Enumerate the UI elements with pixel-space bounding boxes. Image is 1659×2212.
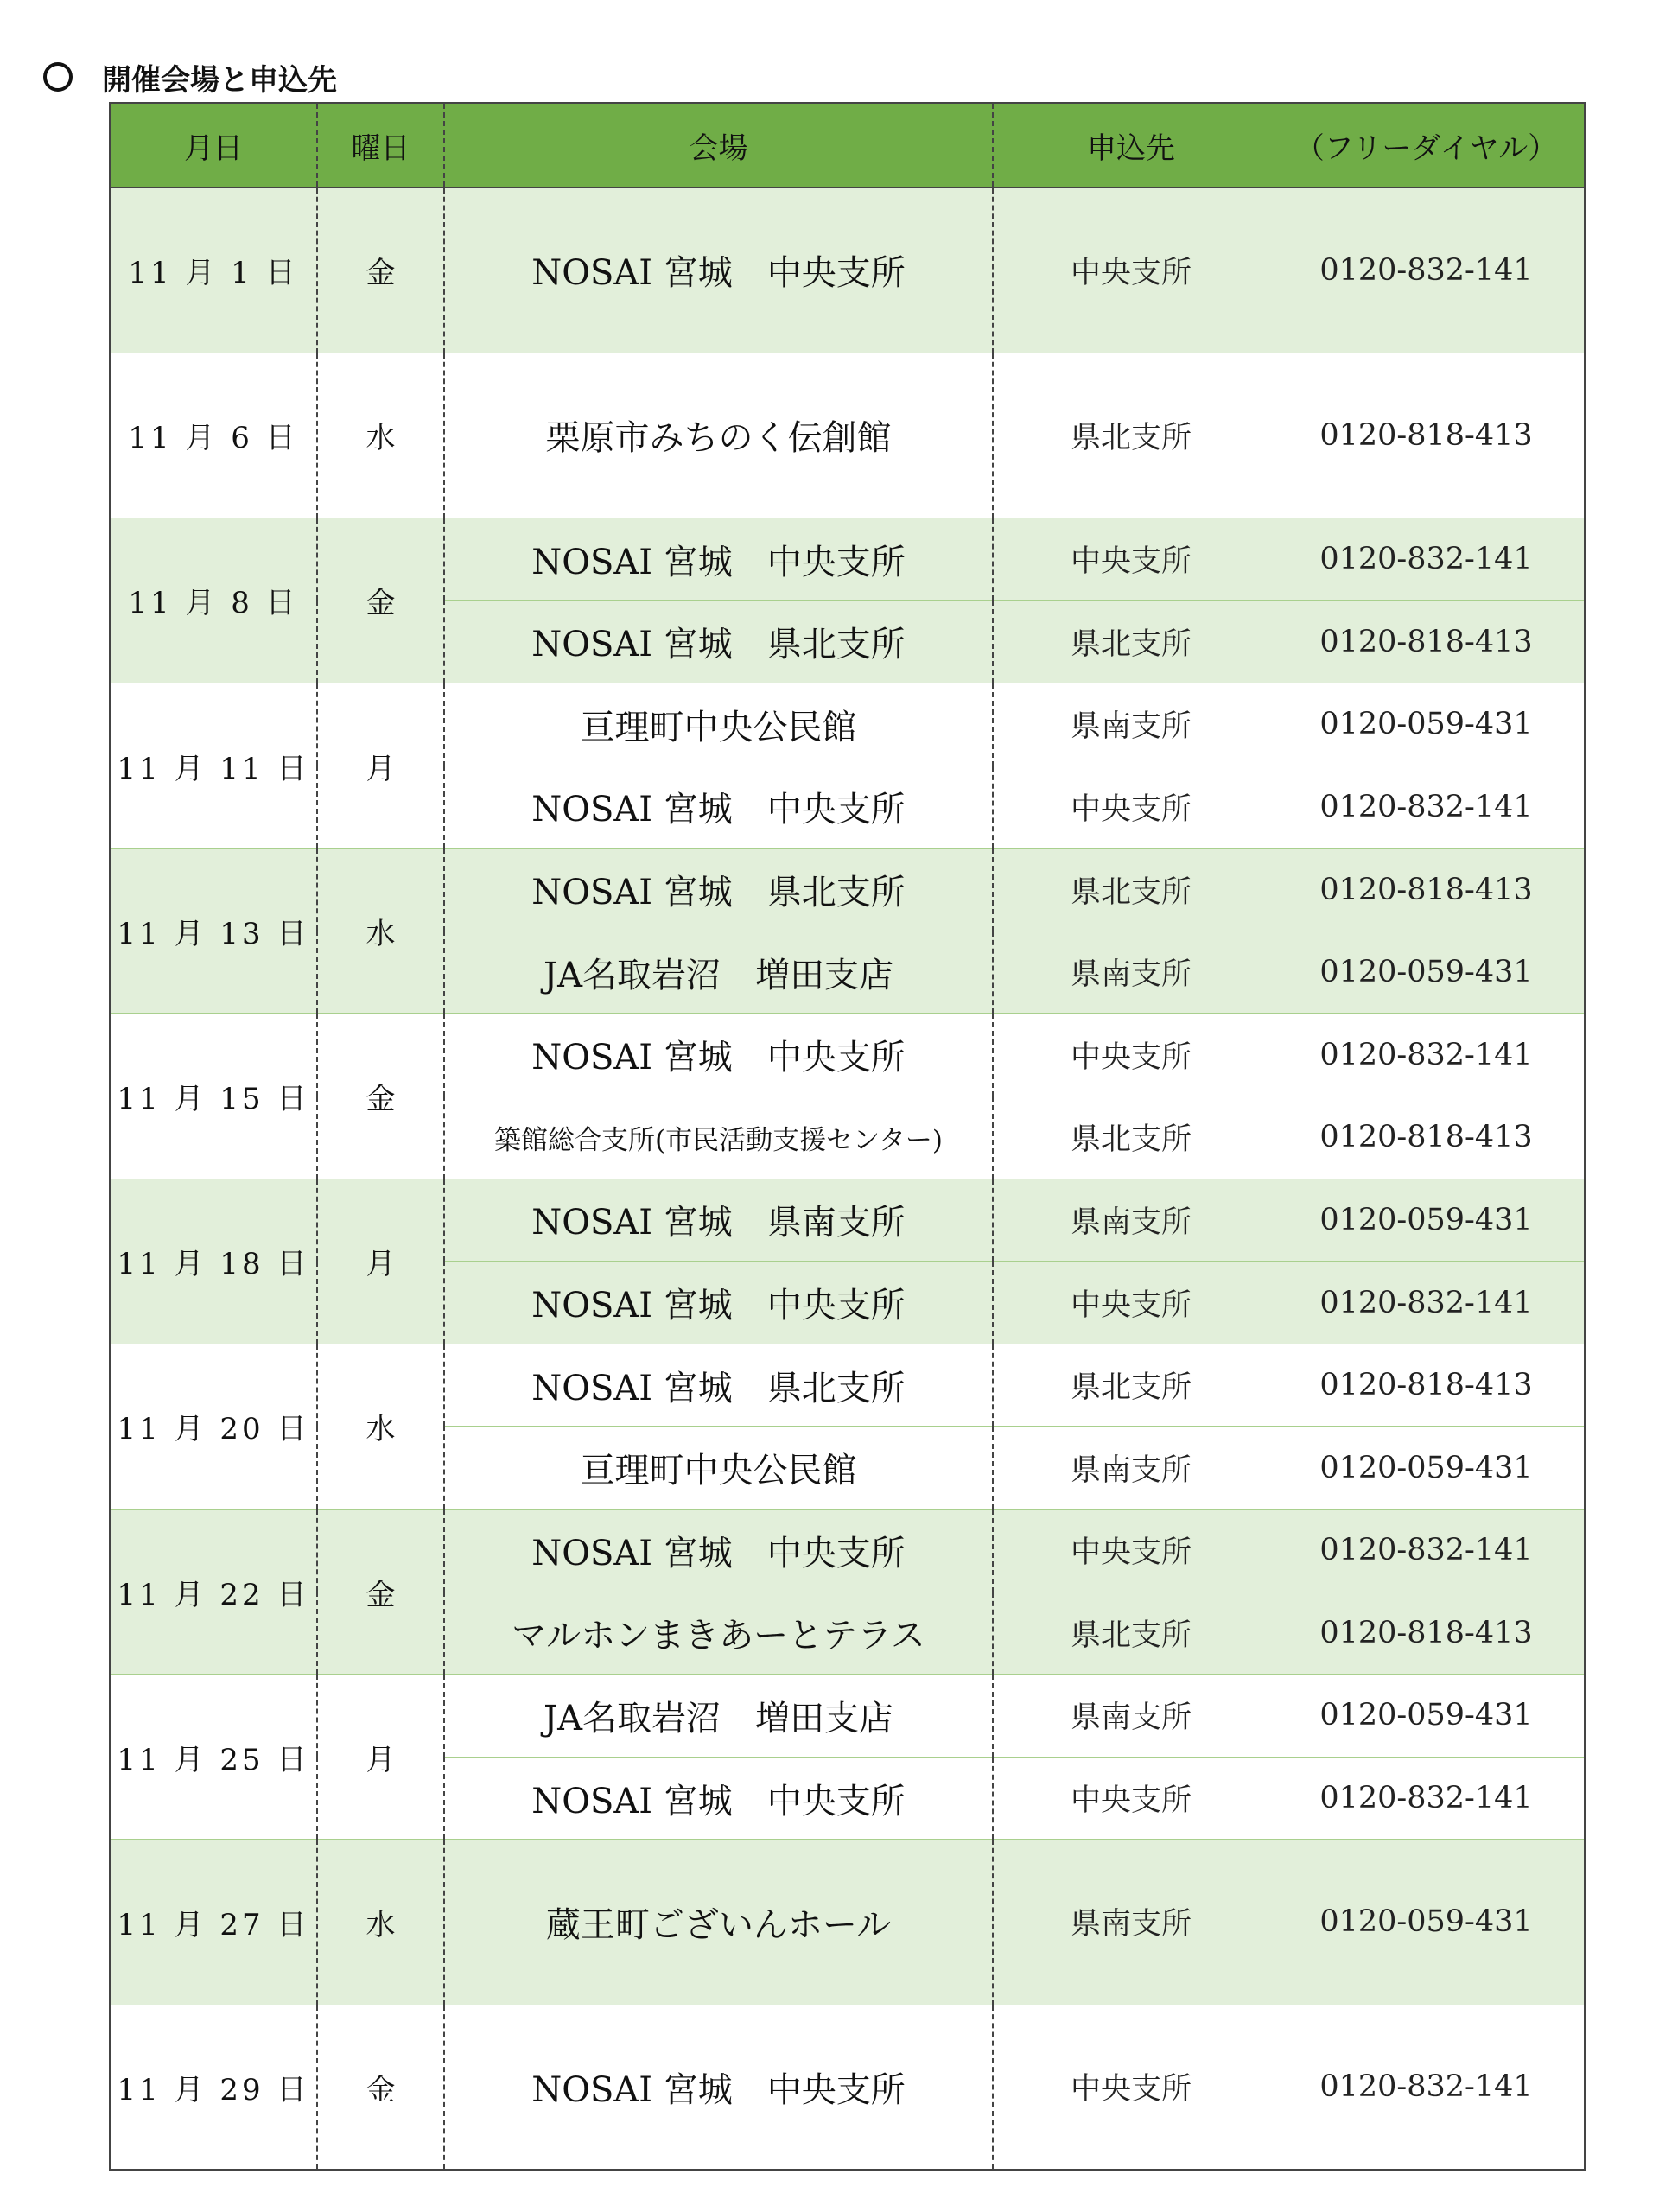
phone-cell: 0120-059-431 bbox=[1268, 1840, 1585, 2005]
date-cell: 11 月 1 日 bbox=[110, 188, 317, 353]
header-phone: （フリーダイヤル） bbox=[1268, 103, 1585, 188]
weekday-cell: 金 bbox=[317, 2005, 444, 2170]
table-row bbox=[110, 2005, 1585, 2170]
phone-cell: 0120-832-141 bbox=[1268, 1262, 1585, 1344]
phone-cell: 0120-832-141 bbox=[1268, 1510, 1585, 1592]
weekday-cell: 金 bbox=[317, 518, 444, 683]
branch-cell: 県南支所 bbox=[993, 1427, 1268, 1510]
date-cell: 11 月 8 日 bbox=[110, 518, 317, 683]
venue-cell: 亘理町中央公民館 bbox=[444, 1427, 993, 1510]
phone-cell: 0120-818-413 bbox=[1268, 1344, 1585, 1427]
venue-cell: NOSAI 宮城 中央支所 bbox=[444, 1262, 993, 1344]
branch-cell: 県南支所 bbox=[993, 1840, 1268, 2005]
branch-cell: 県北支所 bbox=[993, 601, 1268, 683]
venue-cell: NOSAI 宮城 県北支所 bbox=[444, 601, 993, 683]
venue-schedule-table bbox=[109, 102, 1586, 2171]
section-heading-text: 開催会場と申込先 bbox=[102, 62, 337, 98]
section-heading bbox=[43, 55, 337, 99]
date-cell: 11 月 11 日 bbox=[110, 683, 317, 849]
weekday-cell: 水 bbox=[317, 849, 444, 1014]
weekday-cell: 水 bbox=[317, 1840, 444, 2005]
venue-cell: JA名取岩沼 増田支店 bbox=[444, 1675, 993, 1758]
branch-cell: 県南支所 bbox=[993, 931, 1268, 1014]
weekday-cell: 金 bbox=[317, 188, 444, 353]
venue-cell: NOSAI 宮城 県北支所 bbox=[444, 849, 993, 931]
branch-cell: 県南支所 bbox=[993, 1675, 1268, 1758]
phone-cell: 0120-832-141 bbox=[1268, 766, 1585, 849]
branch-cell: 中央支所 bbox=[993, 1510, 1268, 1592]
venue-cell: 栗原市みちのく伝創館 bbox=[444, 353, 993, 518]
branch-cell: 中央支所 bbox=[993, 188, 1268, 353]
date-cell: 11 月 25 日 bbox=[110, 1675, 317, 1840]
branch-cell: 中央支所 bbox=[993, 1757, 1268, 1840]
venue-cell: NOSAI 宮城 県南支所 bbox=[444, 1179, 993, 1262]
date-cell: 11 月 6 日 bbox=[110, 353, 317, 518]
table-row bbox=[110, 518, 1585, 601]
branch-cell: 中央支所 bbox=[993, 1262, 1268, 1344]
venue-cell: NOSAI 宮城 中央支所 bbox=[444, 1014, 993, 1096]
weekday-cell: 金 bbox=[317, 1510, 444, 1675]
table-row bbox=[110, 1840, 1585, 2005]
date-cell: 11 月 18 日 bbox=[110, 1179, 317, 1344]
weekday-cell: 水 bbox=[317, 353, 444, 518]
weekday-cell: 月 bbox=[317, 1675, 444, 1840]
venue-cell: NOSAI 宮城 中央支所 bbox=[444, 1757, 993, 1840]
date-cell: 11 月 29 日 bbox=[110, 2005, 317, 2170]
table-row bbox=[110, 1510, 1585, 1592]
table-row bbox=[110, 353, 1585, 518]
venue-cell: NOSAI 宮城 中央支所 bbox=[444, 518, 993, 601]
venue-cell: 蔵王町ございんホール bbox=[444, 1840, 993, 2005]
phone-cell: 0120-059-431 bbox=[1268, 1179, 1585, 1262]
branch-cell: 県北支所 bbox=[993, 353, 1268, 518]
header-branch: 申込先 bbox=[993, 103, 1268, 188]
header-date: 月日 bbox=[110, 103, 317, 188]
venue-cell: NOSAI 宮城 中央支所 bbox=[444, 188, 993, 353]
table-row bbox=[110, 1014, 1585, 1096]
venue-cell: JA名取岩沼 増田支店 bbox=[444, 931, 993, 1014]
branch-cell: 中央支所 bbox=[993, 766, 1268, 849]
branch-cell: 県北支所 bbox=[993, 849, 1268, 931]
table-row bbox=[110, 1675, 1585, 1758]
table-row bbox=[110, 188, 1585, 353]
branch-cell: 中央支所 bbox=[993, 518, 1268, 601]
table-row bbox=[110, 683, 1585, 766]
table-header-row bbox=[110, 103, 1585, 188]
branch-cell: 県南支所 bbox=[993, 683, 1268, 766]
branch-cell: 県南支所 bbox=[993, 1179, 1268, 1262]
weekday-cell: 月 bbox=[317, 683, 444, 849]
table-row bbox=[110, 1344, 1585, 1427]
phone-cell: 0120-832-141 bbox=[1268, 1757, 1585, 1840]
weekday-cell: 月 bbox=[317, 1179, 444, 1344]
branch-cell: 中央支所 bbox=[993, 1014, 1268, 1096]
phone-cell: 0120-059-431 bbox=[1268, 683, 1585, 766]
branch-cell: 県北支所 bbox=[993, 1096, 1268, 1179]
venue-cell: NOSAI 宮城 中央支所 bbox=[444, 1510, 993, 1592]
phone-cell: 0120-832-141 bbox=[1268, 518, 1585, 601]
phone-cell: 0120-059-431 bbox=[1268, 1427, 1585, 1510]
header-weekday: 曜日 bbox=[317, 103, 444, 188]
venue-cell: 亘理町中央公民館 bbox=[444, 683, 993, 766]
branch-cell: 中央支所 bbox=[993, 2005, 1268, 2170]
venue-cell: マルホンまきあーとテラス bbox=[444, 1592, 993, 1675]
venue-cell: NOSAI 宮城 県北支所 bbox=[444, 1344, 993, 1427]
circle-bullet-icon bbox=[43, 62, 73, 92]
phone-cell: 0120-832-141 bbox=[1268, 188, 1585, 353]
table-row bbox=[110, 849, 1585, 931]
venue-cell: NOSAI 宮城 中央支所 bbox=[444, 2005, 993, 2170]
venue-cell: 築館総合支所(市民活動支援センター) bbox=[444, 1096, 993, 1179]
phone-cell: 0120-818-413 bbox=[1268, 601, 1585, 683]
header-venue: 会場 bbox=[444, 103, 993, 188]
table-body bbox=[110, 188, 1585, 2170]
table-row bbox=[110, 1179, 1585, 1262]
weekday-cell: 水 bbox=[317, 1344, 444, 1509]
phone-cell: 0120-059-431 bbox=[1268, 931, 1585, 1014]
phone-cell: 0120-832-141 bbox=[1268, 1014, 1585, 1096]
phone-cell: 0120-818-413 bbox=[1268, 1592, 1585, 1675]
phone-cell: 0120-818-413 bbox=[1268, 849, 1585, 931]
branch-cell: 県北支所 bbox=[993, 1344, 1268, 1427]
weekday-cell: 金 bbox=[317, 1014, 444, 1179]
phone-cell: 0120-818-413 bbox=[1268, 1096, 1585, 1179]
date-cell: 11 月 20 日 bbox=[110, 1344, 317, 1509]
date-cell: 11 月 15 日 bbox=[110, 1014, 317, 1179]
date-cell: 11 月 27 日 bbox=[110, 1840, 317, 2005]
phone-cell: 0120-818-413 bbox=[1268, 353, 1585, 518]
venue-cell: NOSAI 宮城 中央支所 bbox=[444, 766, 993, 849]
date-cell: 11 月 22 日 bbox=[110, 1510, 317, 1675]
date-cell: 11 月 13 日 bbox=[110, 849, 317, 1014]
phone-cell: 0120-059-431 bbox=[1268, 1675, 1585, 1758]
phone-cell: 0120-832-141 bbox=[1268, 2005, 1585, 2170]
branch-cell: 県北支所 bbox=[993, 1592, 1268, 1675]
